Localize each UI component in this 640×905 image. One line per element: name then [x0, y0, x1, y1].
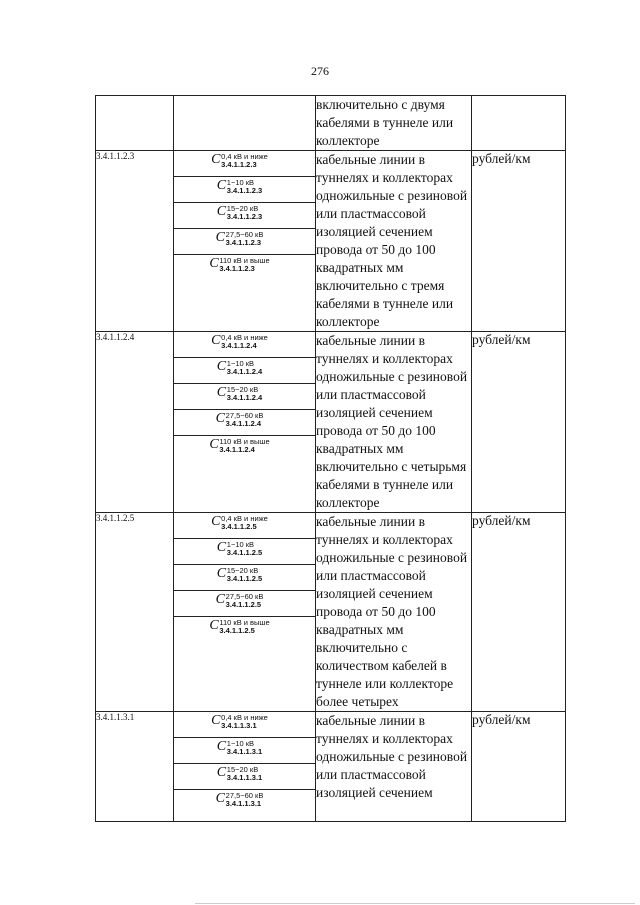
rate-index-label: 3.4.1.1.2.3 [226, 186, 263, 195]
description-cell: кабельные линии в туннелях и коллекторах одножильные с резиновой или пластмассовой изоляцией сечением провода от 50 до 100 квадратных мм включительно с четырьмя кабелями в туннеле или коллекторе [316, 332, 472, 513]
symbol-cell [174, 712, 316, 822]
voltage-class-label: 1−10 кВ [226, 178, 255, 187]
rate-index-label: 3.4.1.1.2.4 [221, 341, 257, 350]
rate-index-label: 3.4.1.1.2.3 [225, 238, 262, 247]
rate-symbol [174, 712, 315, 738]
voltage-class-label: 0,4 кВ и ниже [221, 514, 268, 523]
voltage-class-label: 27,5−60 кВ [225, 230, 264, 239]
rate-symbol-letter: C [216, 540, 227, 555]
voltage-class-label: 0,4 кВ и ниже [221, 152, 268, 161]
rate-symbol [174, 738, 315, 764]
page-edge-line [195, 903, 635, 904]
rate-symbol-letter: C [211, 713, 221, 728]
rate-symbol [174, 513, 315, 539]
rate-symbol-letter: C [216, 765, 227, 780]
symbol-cell [174, 151, 316, 332]
rate-symbol [174, 565, 315, 591]
table-row [96, 513, 566, 712]
rate-index-label: 3.4.1.1.2.5 [219, 626, 255, 635]
rate-symbol [174, 764, 315, 790]
rate-symbol [174, 410, 315, 436]
rate-index-label: 3.4.1.1.2.5 [225, 600, 262, 609]
rate-symbol [174, 203, 315, 229]
rate-symbol-letter: C [216, 739, 227, 754]
description-cell: кабельные линии в туннелях и коллекторах одножильные с резиновой или пластмассовой изоляцией сечением провода от 50 до 100 квадратных мм включительно с тремя кабелями в туннеле или коллекторе [316, 151, 472, 332]
rate-symbol [174, 790, 315, 816]
unit-cell: рублей/км [472, 513, 566, 712]
voltage-class-label: 1−10 кВ [226, 739, 255, 748]
description-cell: включительно с двумя кабелями в туннеле или коллекторе [316, 96, 472, 151]
rate-index-label: 3.4.1.1.2.5 [226, 548, 263, 557]
rate-symbol [174, 591, 315, 617]
tariff-table [95, 95, 566, 822]
page-number: 276 [311, 64, 329, 78]
code-cell [96, 96, 174, 151]
voltage-class-label: 15−20 кВ [226, 765, 259, 774]
unit-cell [472, 96, 566, 151]
rate-index-label: 3.4.1.1.3.1 [225, 799, 262, 808]
symbol-cell [174, 96, 316, 151]
rate-symbol-letter: C [216, 566, 227, 581]
unit-cell: рублей/км [472, 151, 566, 332]
rate-symbol-letter: C [216, 204, 227, 219]
rate-symbol-letter: C [209, 256, 219, 271]
voltage-class-label: 15−20 кВ [226, 385, 259, 394]
rate-symbol-letter: C [215, 592, 225, 607]
description-cell: кабельные линии в туннелях и коллекторах одножильные с резиновой или пластмассовой изоляцией сечением [316, 712, 472, 822]
unit-cell: рублей/км [472, 332, 566, 513]
symbol-cell [174, 332, 316, 513]
voltage-class-label: 15−20 кВ [226, 204, 259, 213]
voltage-class-label: 110 кВ и выше [219, 256, 270, 265]
rate-symbol-letter: C [215, 411, 225, 426]
rate-symbol [174, 358, 315, 384]
rate-index-label: 3.4.1.1.2.4 [225, 419, 262, 428]
rate-symbol-letter: C [209, 618, 219, 633]
rate-symbol-letter: C [216, 359, 227, 374]
rate-index-label: 3.4.1.1.2.4 [219, 445, 255, 454]
voltage-class-label: 0,4 кВ и ниже [221, 713, 268, 722]
voltage-class-label: 110 кВ и выше [219, 437, 270, 446]
rate-index-label: 3.4.1.1.2.4 [226, 367, 263, 376]
rate-symbol-letter: C [211, 152, 221, 167]
rate-symbol-letter: C [211, 514, 221, 529]
rate-symbol [174, 384, 315, 410]
rate-index-label: 3.4.1.1.2.3 [226, 212, 263, 221]
rate-symbol-letter: C [209, 437, 219, 452]
rate-index-label: 3.4.1.1.2.4 [226, 393, 263, 402]
rate-symbol-letter: C [216, 178, 227, 193]
rate-symbol [174, 617, 315, 643]
table-row-continuation [96, 96, 566, 151]
voltage-class-label: 110 кВ и выше [219, 618, 270, 627]
rate-symbol [174, 229, 315, 255]
voltage-class-label: 0,4 кВ и ниже [221, 333, 268, 342]
rate-symbol [174, 255, 315, 281]
description-cell: кабельные линии в туннелях и коллекторах одножильные с резиновой или пластмассовой изоляцией сечением провода от 50 до 100 квадратных мм включительно с количеством кабелей в туннеле или коллекторе более четырех [316, 513, 472, 712]
rate-index-label: 3.4.1.1.3.1 [226, 747, 263, 756]
code-cell: 3.4.1.1.2.3 [96, 151, 174, 332]
voltage-class-label: 27,5−60 кВ [225, 791, 264, 800]
code-cell: 3.4.1.1.3.1 [96, 712, 174, 822]
voltage-class-label: 27,5−60 кВ [225, 592, 264, 601]
rate-symbol [174, 151, 315, 177]
rate-index-label: 3.4.1.1.2.5 [226, 574, 263, 583]
unit-cell: рублей/км [472, 712, 566, 822]
rate-index-label: 3.4.1.1.2.5 [221, 522, 257, 531]
table-row [96, 151, 566, 332]
rate-symbol-letter: C [216, 385, 227, 400]
rate-index-label: 3.4.1.1.2.3 [221, 160, 257, 169]
table-row [96, 332, 566, 513]
code-cell: 3.4.1.1.2.5 [96, 513, 174, 712]
voltage-class-label: 27,5−60 кВ [225, 411, 264, 420]
rate-symbol-letter: C [215, 791, 225, 806]
rate-symbol [174, 436, 315, 462]
table-row [96, 712, 566, 822]
rate-symbol-letter: C [215, 230, 225, 245]
rate-symbol [174, 177, 315, 203]
rate-index-label: 3.4.1.1.2.3 [219, 264, 255, 273]
voltage-class-label: 1−10 кВ [226, 540, 255, 549]
rate-index-label: 3.4.1.1.3.1 [226, 773, 263, 782]
voltage-class-label: 15−20 кВ [226, 566, 259, 575]
rate-symbol [174, 539, 315, 565]
rate-symbol-letter: C [211, 333, 221, 348]
voltage-class-label: 1−10 кВ [226, 359, 255, 368]
code-cell: 3.4.1.1.2.4 [96, 332, 174, 513]
rate-symbol [174, 332, 315, 358]
symbol-cell [174, 513, 316, 712]
rate-index-label: 3.4.1.1.3.1 [221, 721, 257, 730]
